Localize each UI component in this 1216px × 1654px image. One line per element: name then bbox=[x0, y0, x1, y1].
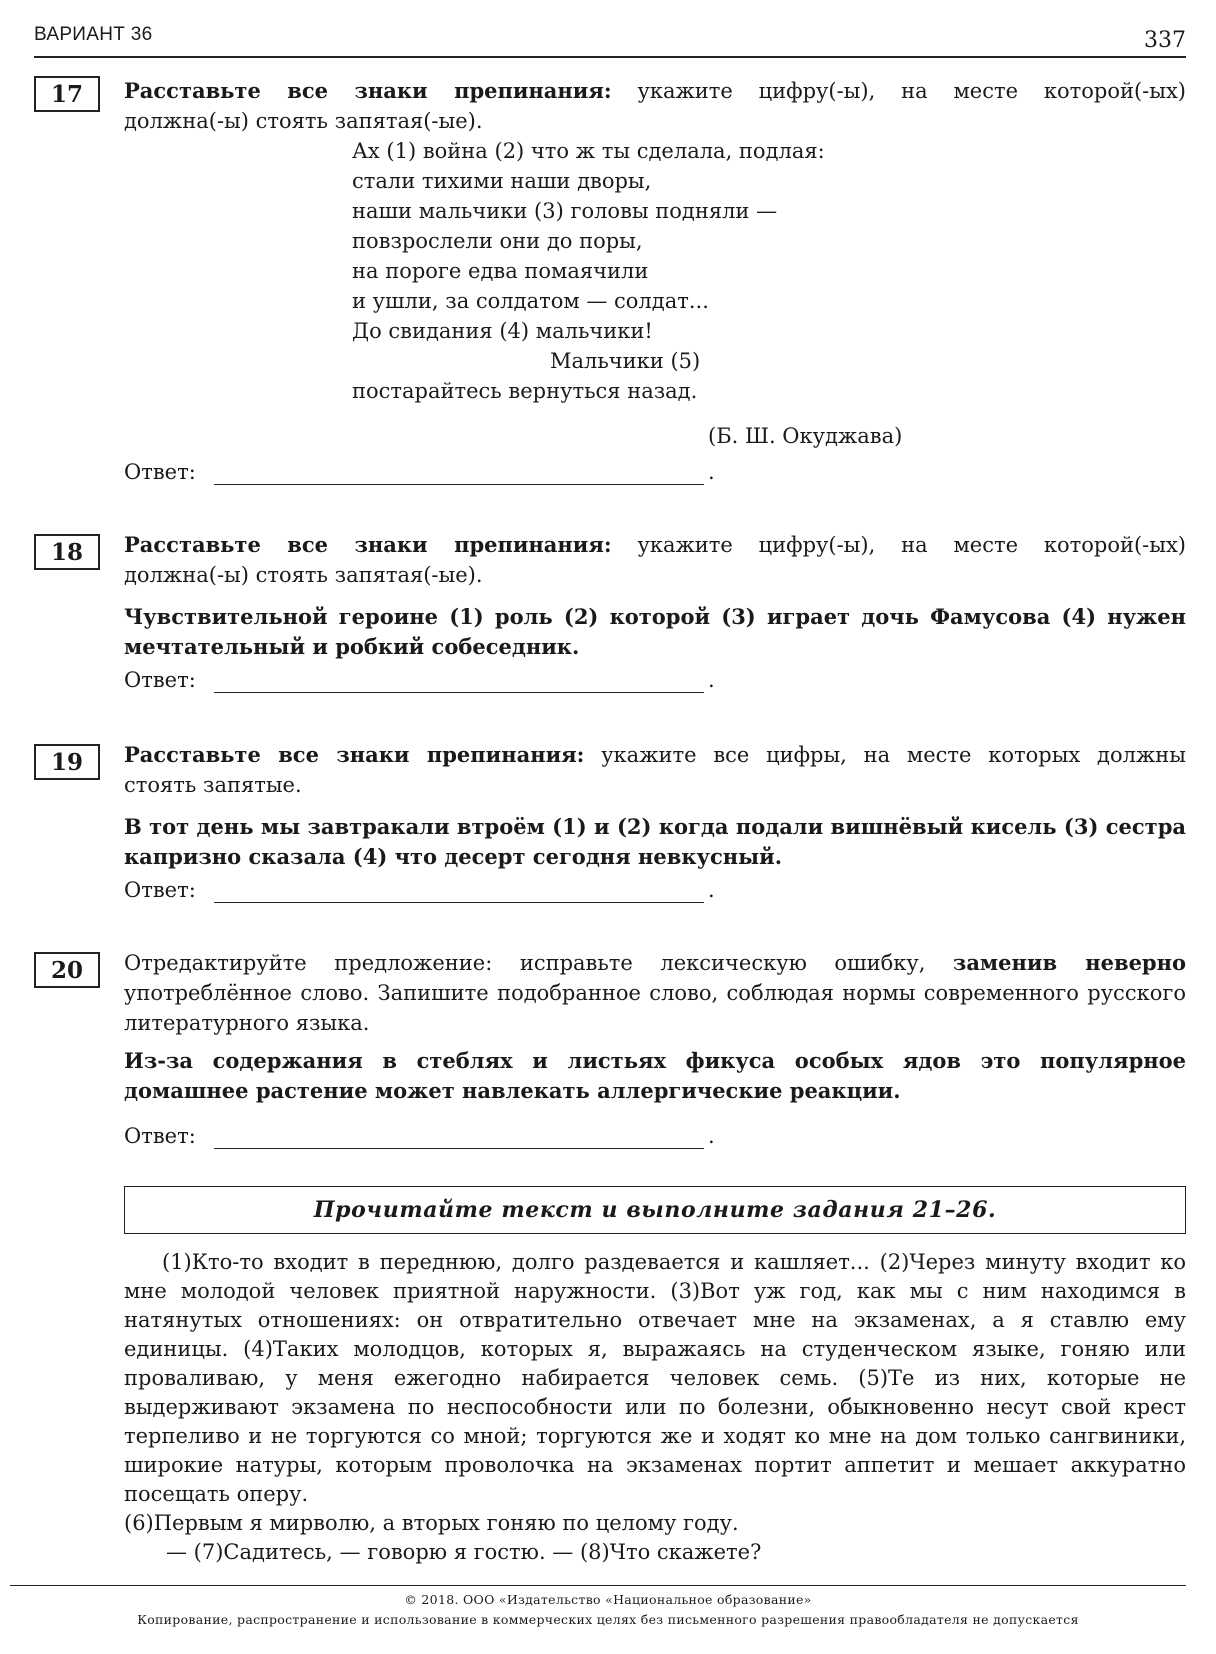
poem-line: Ах (1) война (2) что ж ты сделала, подлая: bbox=[352, 139, 825, 163]
poem-line: повзрослели они до поры, bbox=[352, 229, 643, 253]
task-instruction-line1: Расставьте все знаки препинания: укажите цифру(-ы), на месте которой(-ых) bbox=[124, 532, 1186, 557]
poem-line: стали тихими наши дворы, bbox=[352, 169, 652, 193]
answer-label: Ответ: bbox=[124, 1124, 196, 1148]
task-body bbox=[124, 948, 1186, 1154]
poem-line: Мальчики (5) bbox=[550, 349, 701, 373]
answer-period: . bbox=[708, 1124, 715, 1148]
answer-label: Ответ: bbox=[124, 668, 196, 692]
answer-line[interactable] bbox=[214, 484, 704, 485]
task-number-box: 19 bbox=[34, 744, 100, 780]
task-sentence: Из-за содержания в стеблях и листьях фикуса особых ядов это популярное домашнее растение может навлекать аллергические реакции. bbox=[124, 1048, 1186, 1103]
reading-last-line: (6)Первым я мирволю, а вторых гоняю по целому году. bbox=[124, 1511, 739, 1535]
poem bbox=[352, 136, 825, 406]
reading-instruction-banner: Прочитайте текст и выполните задания 21–26. bbox=[124, 1186, 1186, 1234]
poem-line: наши мальчики (3) головы подняли — bbox=[352, 199, 778, 223]
answer-label: Ответ: bbox=[124, 878, 196, 902]
answer-row bbox=[124, 668, 1186, 698]
task-body bbox=[124, 76, 1186, 136]
answer-row bbox=[124, 460, 1186, 490]
variant-label: ВАРИАНТ 36 bbox=[34, 24, 153, 45]
task-instruction-line2: стоять запятые. bbox=[124, 773, 302, 797]
page-number: 337 bbox=[1144, 28, 1186, 53]
poem-line: на пороге едва помаячили bbox=[352, 259, 649, 283]
task-instruction-line2: должна(-ы) стоять запятая(-ые). bbox=[124, 109, 483, 133]
poem-line: постарайтесь вернуться назад. bbox=[352, 379, 698, 403]
reading-dialog-line: — (7)Садитесь, — говорю я гостю. — (8)Что скажете? bbox=[166, 1540, 762, 1564]
task-sentence: Чувствительной героине (1) роль (2) которой (3) играет дочь Фамусова (4) нужен мечтательный и робкий собеседник. bbox=[124, 604, 1186, 659]
answer-row bbox=[124, 878, 1186, 908]
poem-line: До свидания (4) мальчики! bbox=[352, 319, 653, 343]
task-sentence: В тот день мы завтракали втроём (1) и (2) когда подали вишнёвый кисель (3) сестра капризно сказала (4) что десерт сегодня невкусный. bbox=[124, 814, 1186, 869]
task-number-box: 18 bbox=[34, 534, 100, 570]
task-instruction-line2: должна(-ы) стоять запятая(-ые). bbox=[124, 563, 483, 587]
answer-period: . bbox=[708, 668, 715, 692]
answer-period: . bbox=[708, 878, 715, 902]
page-header bbox=[34, 22, 1186, 58]
answer-label: Ответ: bbox=[124, 460, 196, 484]
task-number-box: 20 bbox=[34, 952, 100, 988]
footer-divider bbox=[10, 1585, 1186, 1586]
task-body bbox=[124, 740, 1186, 908]
poem-line: и ушли, за солдатом — солдат... bbox=[352, 289, 709, 313]
task-body bbox=[124, 530, 1186, 698]
task-number-box: 17 bbox=[34, 76, 100, 112]
reading-paragraph: (1)Кто-то входит в переднюю, долго раздевается и кашляет... (2)Через минуту входит ко мне молодой человек приятной наружности. (3)Вот уж год, как мы с ним находимся в натянутых отношениях: он отвратительно отвечает мне на экзаменах, а я ставлю ему единицы. (4)Таких молодцов, которых я, выражаясь на студенческом языке, гоняю или проваливаю, у меня ежегодно набирается человек семь. (5)Те из них, которые не выдерживают экзамена по неспособности или по болезни, обыкновенно несут свой крест терпеливо и не торгуются со мной; торгуются же и ходят ко мне на дом только сангвиники, широкие натуры, которым проволочка на экзаменах портит аппетит и мешает аккуратно посещать оперу. bbox=[124, 1250, 1186, 1506]
answer-row bbox=[124, 1124, 1186, 1154]
task-instruction-line1: Расставьте все знаки препинания: укажите цифру(-ы), на месте которой(-ых) bbox=[124, 78, 1186, 103]
footer-copyright: © 2018. ООО «Издательство «Национальное образование» bbox=[404, 1592, 812, 1607]
answer-line[interactable] bbox=[214, 902, 704, 903]
task-instruction: Отредактируйте предложение: исправьте лексическую ошибку, заменив неверно употреблённое слово. Запишите подобранное слово, соблюдая нормы современного русского литературного языка. bbox=[124, 950, 1186, 1035]
footer-notice: Копирование, распространение и использование в коммерческих целях без письменного разрешения правообладателя не допускается bbox=[137, 1612, 1079, 1627]
answer-line[interactable] bbox=[214, 692, 704, 693]
task-instruction-line1: Расставьте все знаки препинания: укажите все цифры, на месте которых должны bbox=[124, 742, 1186, 767]
answer-line[interactable] bbox=[214, 1148, 704, 1149]
reading-text bbox=[124, 1248, 1186, 1538]
answer-period: . bbox=[708, 460, 715, 484]
poem-author: (Б. Ш. Окуджава) bbox=[708, 424, 903, 448]
